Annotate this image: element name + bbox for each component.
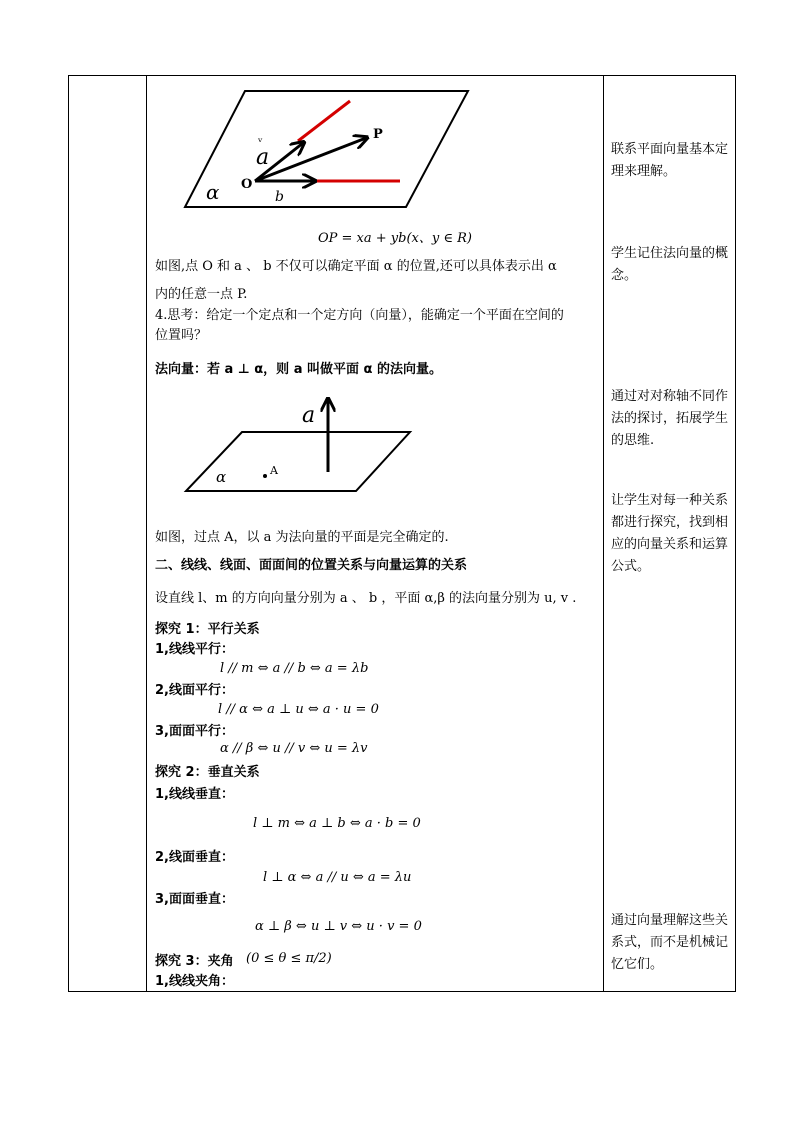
point-A — [263, 474, 267, 478]
column-divider-2 — [603, 75, 604, 992]
explore-1-item-3: 3,面面平行： — [155, 724, 234, 739]
label-alpha: α — [206, 180, 220, 204]
label-a: a — [256, 145, 270, 170]
paragraph-1-line-2: 内的任意一点 P. — [155, 287, 248, 302]
side-note-3: 通过对对称轴不同作法的探讨，拓展学生的思维. — [611, 389, 729, 448]
label-O: O — [241, 177, 253, 192]
label-A: A — [270, 464, 278, 477]
plane-alpha — [185, 91, 468, 207]
vector-op-arrow — [255, 138, 366, 181]
explore-2-formula-1: l ⊥ m ⇔ a ⊥ b ⇔ a · b = 0 — [253, 816, 421, 831]
label-b: b — [275, 189, 284, 205]
think-line-1: 4.思考：给定一个定点和一个定方向（向量），能确定一个平面在空间的 — [155, 308, 564, 323]
side-note-1: 联系平面向量基本定理来理解。 — [611, 142, 729, 179]
setup-statement: 设直线 l、m 的方向向量分别为 a 、 b ，平面 α,β 的法向量分别为 u, v . — [155, 591, 577, 606]
explore-3-item-1: 1,线线夹角： — [155, 974, 234, 989]
normal-vector-figure — [180, 392, 420, 500]
explore-2-item-2: 2,线面垂直： — [155, 850, 234, 865]
plane-vectors-figure — [180, 88, 480, 213]
explore-2-formula-2: l ⊥ α ⇔ a // u ⇔ a = λu — [263, 870, 412, 885]
section-2-title: 二、线线、线面、面面间的位置关系与向量运算的关系 — [155, 558, 468, 573]
angle-range: (0 ≤ θ ≤ π/2) — [246, 951, 332, 966]
explore-1-formula-2: l // α ⇔ a ⊥ u ⇔ a · u = 0 — [218, 702, 379, 717]
paragraph-2: 如图，过点 A，以 a 为法向量的平面是完全确定的. — [155, 530, 449, 545]
side-note-2: 学生记住法向量的概念。 — [611, 246, 729, 283]
normal-vector-definition: 法向量：若 a ⊥ α，则 a 叫做平面 α 的法向量。 — [155, 362, 442, 377]
label-a-arrow: ᵛ — [258, 135, 263, 149]
red-line-a — [298, 101, 350, 141]
side-note-4: 让学生对每一种关系都进行探究，找到相应的向量关系和运算公式。 — [611, 493, 729, 574]
label-P: P — [373, 127, 383, 142]
think-line-2: 位置吗？ — [155, 328, 208, 343]
label-a-normal: a — [302, 403, 316, 428]
paragraph-1-line-1: 如图,点 O 和 a 、 b 不仅可以确定平面 α 的位置,还可以具体表示出 α — [155, 259, 557, 274]
op-formula: OP = xa + yb(x、y ∈ R) — [318, 231, 472, 246]
explore-2-title: 探究 2：垂直关系 — [155, 765, 260, 780]
explore-1-formula-1: l // m ⇔ a // b ⇔ a = λb — [220, 661, 369, 676]
column-divider-1 — [146, 75, 147, 992]
explore-2-item-3: 3,面面垂直： — [155, 892, 234, 907]
explore-2-formula-3: α ⊥ β ⇔ u ⊥ v ⇔ u · v = 0 — [255, 919, 422, 934]
explore-1-title: 探究 1：平行关系 — [155, 622, 260, 637]
side-note-5: 通过向量理解这些关系式，而不是机械记忆它们。 — [611, 913, 729, 972]
explore-2-item-1: 1,线线垂直： — [155, 787, 234, 802]
explore-3-title: 探究 3：夹角 — [155, 954, 234, 969]
explore-1-formula-3: α // β ⇔ u // v ⇔ u = λv — [220, 741, 368, 756]
explore-1-item-2: 2,线面平行： — [155, 683, 234, 698]
explore-1-item-1: 1,线线平行： — [155, 642, 234, 657]
label-alpha-2: α — [216, 468, 227, 486]
